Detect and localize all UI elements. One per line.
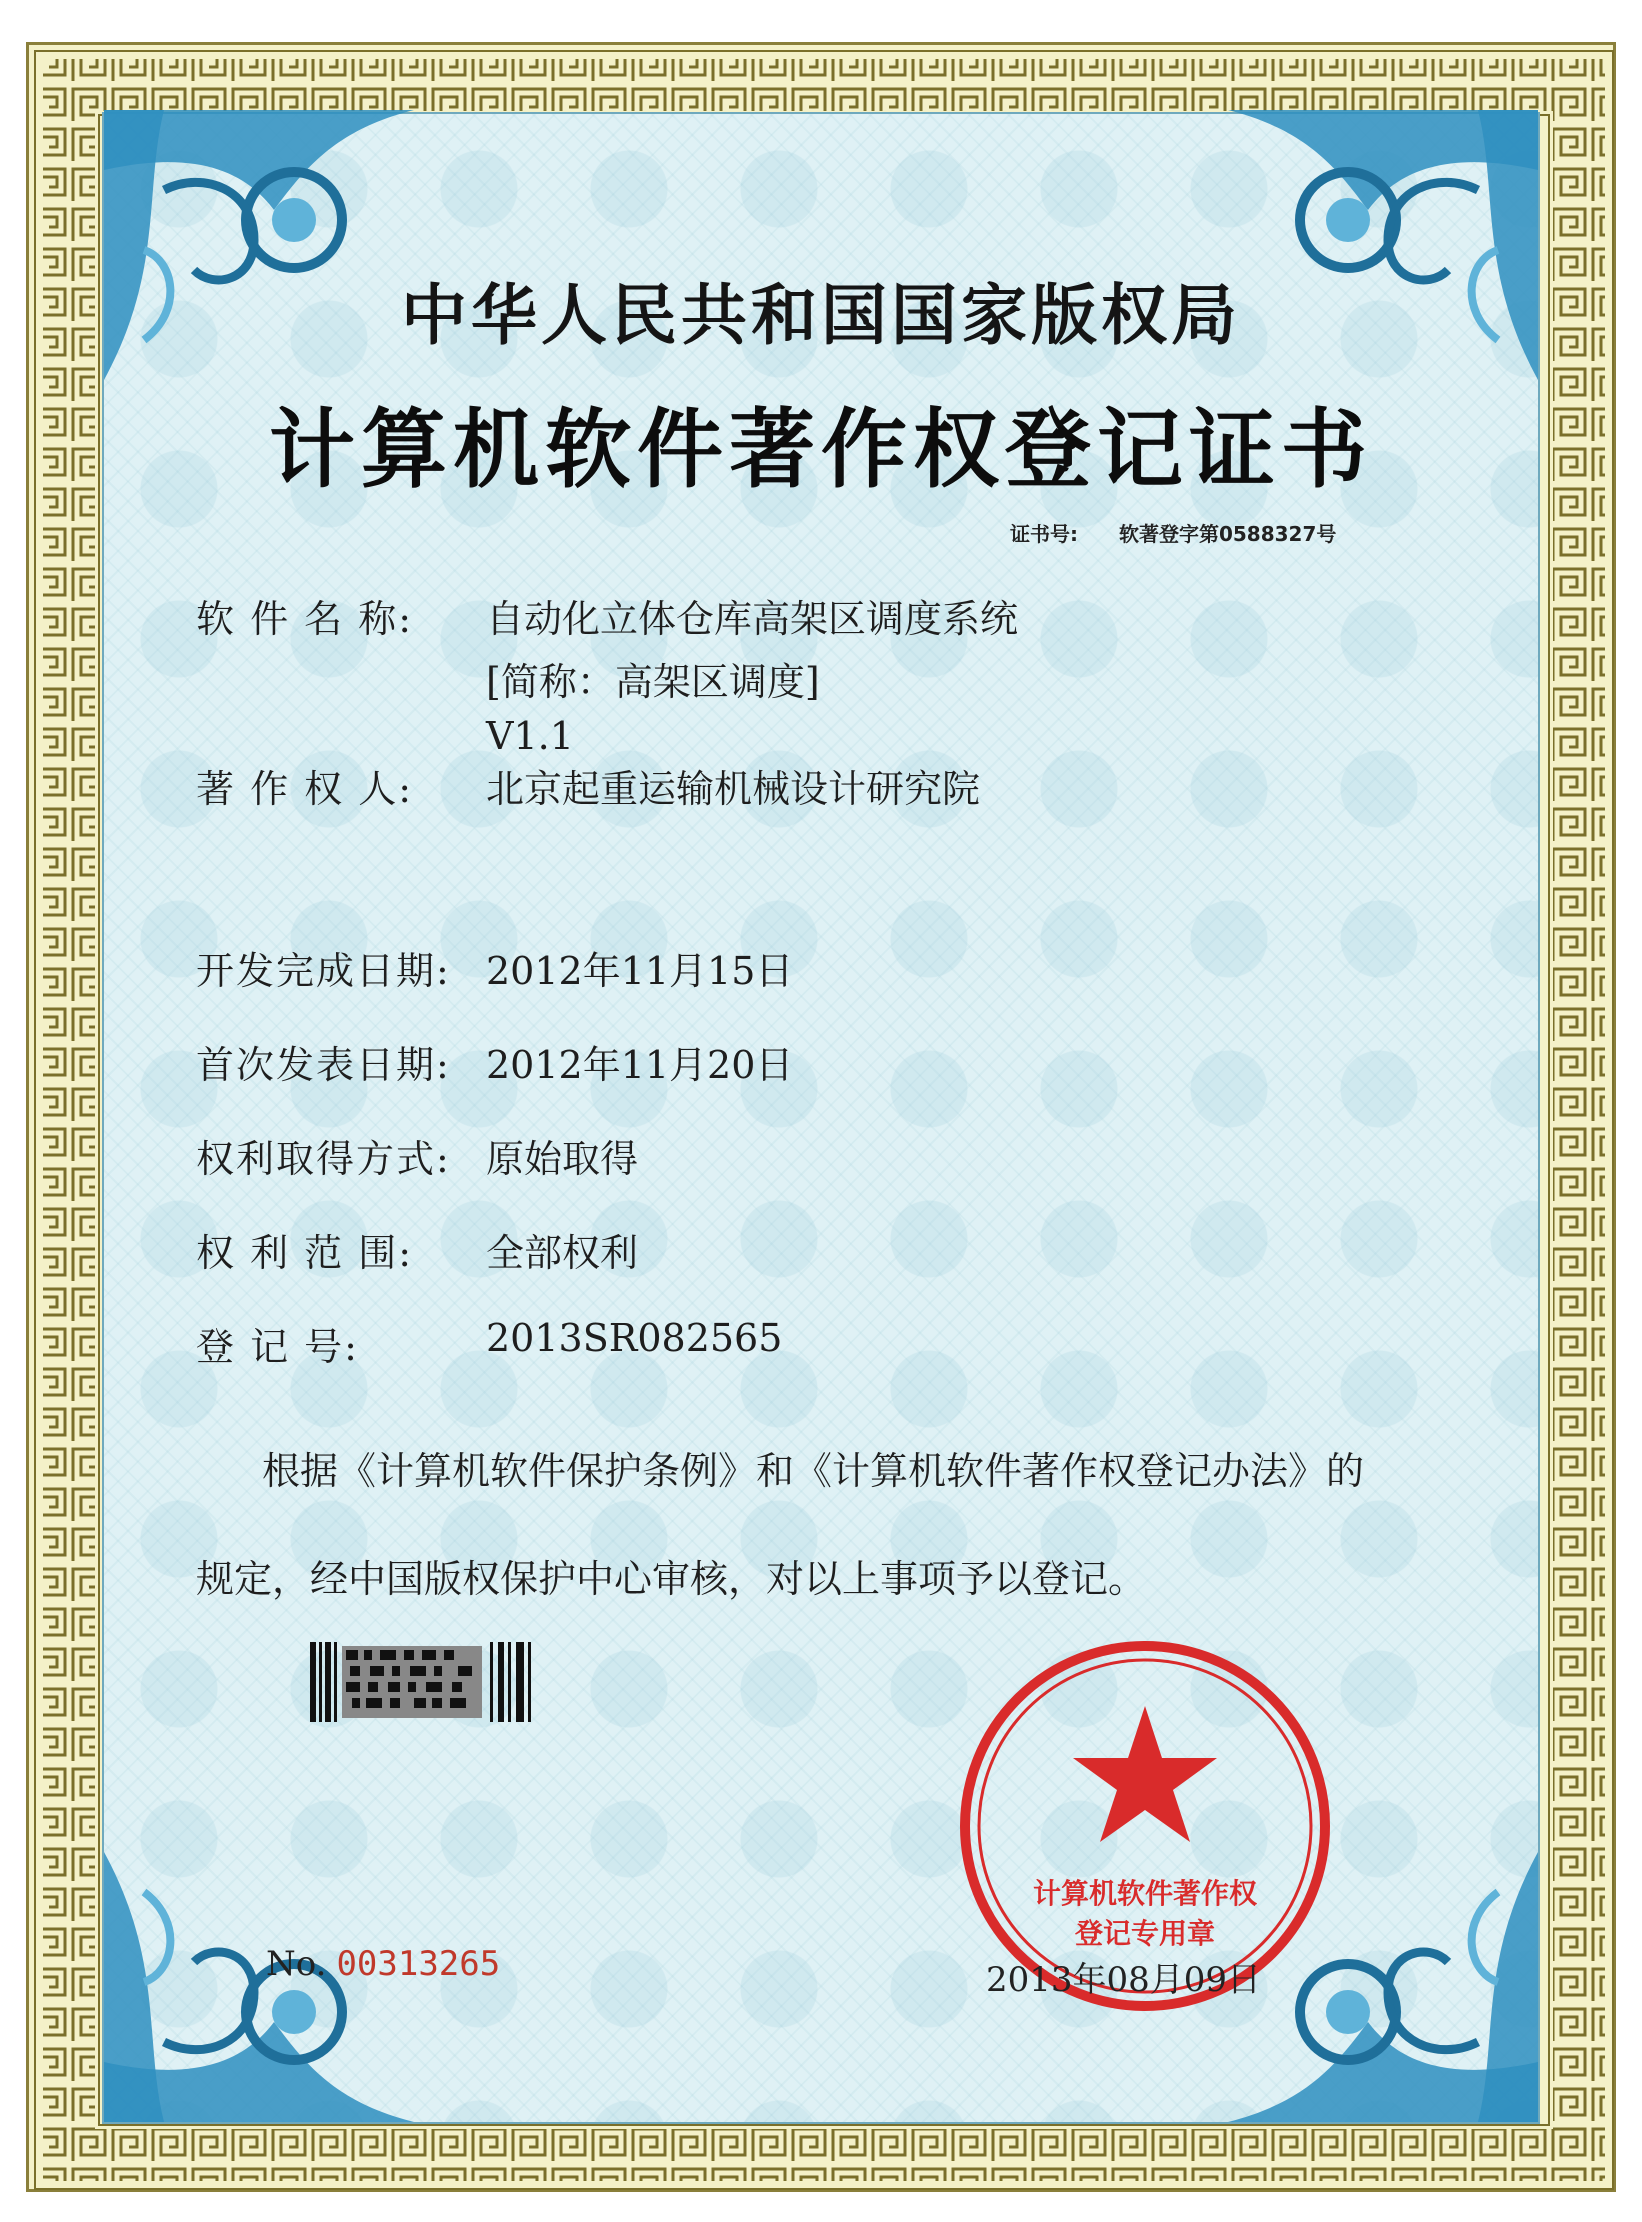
serial-value: 00313265 xyxy=(336,1944,501,1984)
statement-line-1: 根据《计算机软件保护条例》和《计算机软件著作权登记办法》的 xyxy=(262,1449,1365,1493)
field-value: 2012年11月15日 xyxy=(486,949,794,993)
field-label: 著 作 权 人: xyxy=(196,767,414,811)
field-label: 开发完成日期: xyxy=(196,949,451,993)
statement-line-2: 规定，经中国版权保护中心审核，对以上事项予以登记。 xyxy=(196,1557,1147,1601)
serial-number xyxy=(266,1944,500,1984)
pdf417-barcode-icon xyxy=(310,1642,540,1722)
field-label: 软 件 名 称: xyxy=(196,597,414,641)
field-label: 首次发表日期: xyxy=(196,1043,451,1087)
field-value: 全部权利 xyxy=(486,1231,639,1275)
issue-date: 2013年08月09日 xyxy=(986,1960,1262,2000)
field-value: 2013SR082565 xyxy=(486,1316,783,1360)
field-value: 北京起重运输机械设计研究院 xyxy=(486,767,981,811)
field-value: 原始取得 xyxy=(486,1137,639,1181)
field-value: 2012年11月20日 xyxy=(486,1043,794,1087)
certificate-title: 计算机软件著作权登记证书 xyxy=(269,400,1373,500)
certificate-number-value: 软著登字第0588327号 xyxy=(1118,522,1337,546)
serial-prefix: No. xyxy=(266,1944,327,1984)
certificate-number-label: 证书号: xyxy=(1010,522,1078,546)
corner-ornament-bottom-left xyxy=(104,1852,414,2122)
field-label: 权 利 范 围: xyxy=(196,1231,414,1275)
seal-inner-line-2: 登记专用章 xyxy=(1074,1917,1215,1950)
software-short-name-line: [简称：高架区调度] xyxy=(486,660,820,704)
field-label: 权利取得方式: xyxy=(196,1137,451,1181)
software-name-line: 自动化立体仓库高架区调度系统 xyxy=(486,597,1019,641)
software-version-line: V1.1 xyxy=(486,714,574,758)
certificate-number xyxy=(1010,518,1370,547)
seal-inner-line-1: 计算机软件著作权 xyxy=(1032,1877,1257,1910)
field-value xyxy=(486,588,1018,766)
issuer-heading: 中华人民共和国国家版权局 xyxy=(401,277,1241,354)
field-label: 登 记 号: xyxy=(196,1325,359,1369)
